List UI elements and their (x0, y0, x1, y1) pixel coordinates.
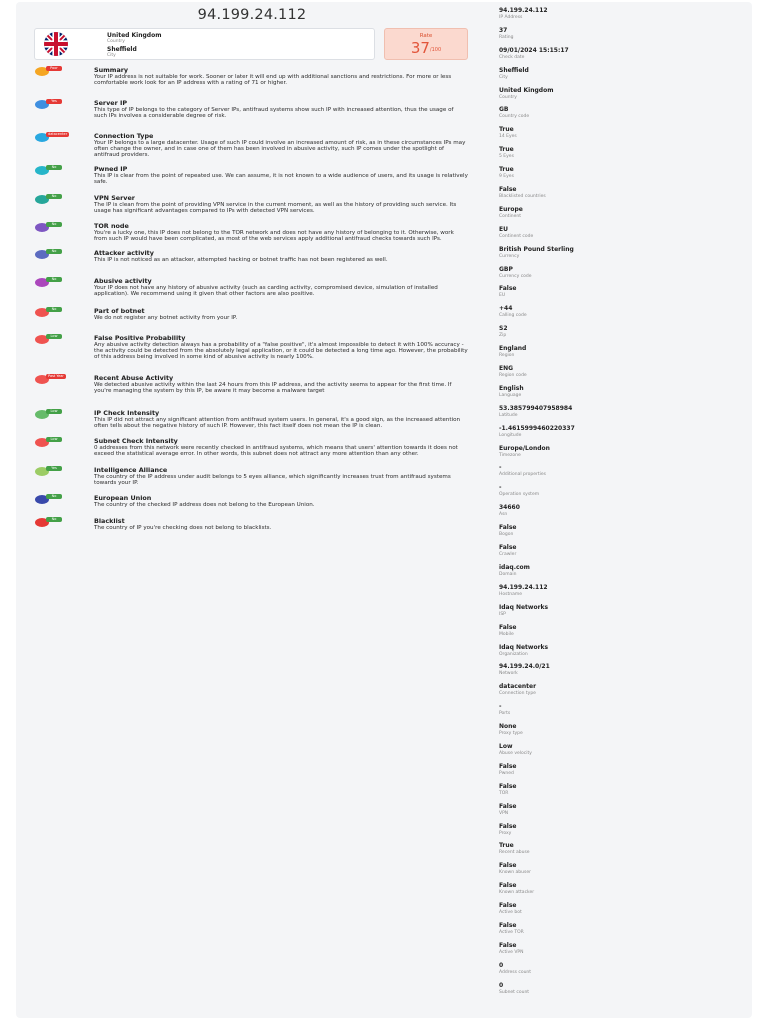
property-row (499, 266, 749, 286)
property-value: - (499, 464, 502, 472)
property-label: Country (499, 94, 517, 100)
check-item (32, 66, 468, 99)
check-description: Your IP does not have any history of abusive activity (such as carding activity, compromised device, simulation of installed application). We recommend using it given that other factors are also positive. (94, 285, 438, 298)
property-row (499, 106, 749, 126)
property-row (499, 624, 749, 644)
property-row (499, 445, 749, 465)
property-row (499, 982, 749, 1002)
check-status-tag: Yes (46, 99, 62, 104)
location-info (107, 33, 161, 61)
property-value: False (499, 186, 517, 194)
property-label: Zip (499, 333, 507, 339)
property-value: - (499, 484, 502, 492)
property-label: Continent code (499, 233, 534, 239)
check-title: Intelligence Alliance (94, 466, 168, 474)
check-title: Attacker activity (94, 249, 154, 257)
property-value: GBP (499, 265, 513, 273)
property-label: Asn (499, 512, 508, 518)
property-label: EU (499, 293, 506, 299)
property-row (499, 126, 749, 146)
city-value: Sheffield (107, 46, 137, 53)
property-row (499, 504, 749, 524)
property-label: Continent (499, 213, 521, 219)
property-label: Recent abuse (499, 850, 530, 856)
check-item (32, 249, 468, 277)
property-row (499, 146, 749, 166)
property-value: Europe/London (499, 444, 550, 452)
property-label: Timezone (499, 452, 521, 458)
property-label: Additional properties (499, 472, 546, 478)
check-title: Abusive activity (94, 277, 152, 285)
check-title: VPN Server (94, 194, 135, 202)
check-description: Any abusive activity detection always has a probability of a "false positive", it's almost impossible to detect it with 100% accuracy - the activity could be detected from the absolutely legal application, or it could be detected a long time ago. However, the probability of this address being involved in some kind of abusive activity is nearly 100%. (94, 342, 468, 361)
property-label: Bogon (499, 532, 514, 538)
check-description: This IP is clear from the point of repeated use. We can assume, it is not known to a wide audience of users, and its usage is relatively safe. (94, 173, 468, 186)
property-label: Language (499, 392, 522, 398)
property-value: Sheffield (499, 66, 529, 74)
property-value: Europe (499, 205, 523, 213)
property-value: False (499, 822, 517, 830)
property-label: Ports (499, 711, 511, 717)
property-label: Region code (499, 373, 527, 379)
property-label: VPN (499, 810, 509, 816)
property-row (499, 723, 749, 743)
property-value: England (499, 345, 527, 353)
check-title: False Positive Probability (94, 334, 186, 342)
property-value: United Kingdom (499, 86, 554, 94)
property-value: +44 (499, 305, 513, 313)
property-value: False (499, 921, 517, 929)
ip-title: 94.199.24.112 (197, 7, 307, 23)
property-row (499, 67, 749, 87)
check-status-tag: Yes (46, 466, 62, 471)
property-row (499, 345, 749, 365)
property-row (499, 564, 749, 584)
property-label: Calling code (499, 313, 527, 319)
property-label: Address count (499, 969, 532, 975)
rate-value (385, 40, 467, 56)
rate-label: Rate (419, 33, 433, 39)
property-value: idaq.com (499, 563, 530, 571)
check-item (32, 165, 468, 194)
rate-max: /100 (429, 47, 442, 53)
property-row (499, 484, 749, 504)
property-label: ISP (499, 611, 506, 617)
property-label: 9 Eyes (499, 174, 514, 180)
check-title: European Union (94, 494, 152, 502)
property-value: False (499, 623, 517, 631)
property-row (499, 246, 749, 266)
property-label: Active TOR (499, 929, 524, 935)
check-description: The IP is clean from the point of providing VPN service in the current moment, as well as the history of providing such service. Its usage has significant advantages compared to IPs with detected VPN services. (94, 202, 457, 215)
check-description: The country of IP you're checking does not belong to blacklists. (94, 525, 272, 531)
check-status-tag: No (46, 222, 62, 227)
property-label: IP Address (499, 15, 523, 20)
property-label: 14 Eyes (499, 134, 517, 140)
property-label: 5 Eyes (499, 154, 514, 160)
check-item (32, 466, 468, 494)
check-description: We do not register any botnet activity from your IP. (94, 315, 238, 321)
property-label: Blacklisted countries (499, 194, 546, 200)
property-row (499, 365, 749, 385)
check-status-tag: No (46, 517, 62, 522)
property-label: Crawler (499, 552, 517, 558)
check-title: Server IP (94, 99, 128, 107)
property-row (499, 862, 749, 882)
property-row (499, 743, 749, 763)
property-row (499, 206, 749, 226)
check-item (32, 437, 468, 466)
property-value: British Pound Sterling (499, 245, 574, 253)
rate-number: 37 (410, 39, 430, 57)
property-value: True (499, 126, 514, 134)
property-row (499, 803, 749, 823)
property-row (499, 305, 749, 325)
check-item (32, 517, 468, 537)
property-value: True (499, 842, 514, 850)
location-card (34, 28, 375, 60)
check-description: 0 addresses from this network were recently checked in antifraud systems, which means that users' attention towards it does not exceed the statistical average error. In other words, this subnet does not attract any more attention than any other. (94, 445, 458, 458)
property-row (499, 285, 749, 305)
property-value: False (499, 544, 517, 552)
property-row (499, 922, 749, 942)
property-value: Idaq Networks (499, 603, 549, 611)
property-value: S2 (499, 325, 508, 333)
check-item (32, 374, 468, 409)
check-status-tag: No (46, 277, 62, 282)
property-row (499, 405, 749, 425)
property-label: Latitude (499, 412, 518, 418)
property-row (499, 902, 749, 922)
property-label: Currency (499, 253, 520, 259)
property-label: Rating (499, 34, 514, 40)
check-item (32, 494, 468, 517)
check-status-tag: No (46, 307, 62, 312)
property-label: Known abuser (499, 870, 531, 876)
check-item (32, 277, 468, 307)
property-row (499, 644, 749, 664)
check-item (32, 222, 468, 249)
check-status-tag: No (46, 249, 62, 254)
property-label: Longitude (499, 432, 522, 438)
property-label: Hostname (499, 591, 523, 597)
property-row (499, 683, 749, 703)
check-status-tag: Past Year (48, 374, 64, 378)
property-row (499, 842, 749, 862)
property-label: Proxy type (499, 731, 523, 737)
check-description: Your IP address is not suitable for work. Sooner or later it will end up with additional sanctions and restrictions. For more or less comfortable work look for an IP address with a rating of 71 or higher. (94, 74, 452, 87)
property-label: Network (499, 671, 518, 677)
property-value: 0 (499, 961, 504, 969)
check-description: Your IP belongs to a large datacenter. Usage of such IP could involve an increased amount of risk, as in these circumstances IPs may often change the owner, and in case one of them has been involved in abusive activity, such IP comes under the spotlight of antifraud providers. (94, 140, 466, 159)
check-status-tag: datacenter (48, 132, 68, 136)
check-item (32, 334, 468, 374)
property-row (499, 763, 749, 783)
check-title: Pwned IP (94, 165, 128, 173)
property-row (499, 703, 749, 723)
property-row (499, 385, 749, 405)
property-value: 09/01/2024 15:15:17 (499, 46, 569, 54)
check-status-tag: No (46, 494, 62, 499)
property-row (499, 783, 749, 803)
check-status-tag: Poor (46, 66, 62, 71)
property-value: False (499, 902, 517, 910)
property-label: Country code (499, 114, 530, 120)
property-row (499, 584, 749, 604)
property-value: 34660 (499, 504, 520, 512)
check-title: Summary (94, 66, 129, 74)
property-value: 37 (499, 26, 508, 34)
property-value: 94.199.24.0/21 (499, 663, 550, 671)
rate-card (384, 28, 468, 60)
property-label: Known attacker (499, 890, 535, 896)
property-row (499, 325, 749, 345)
check-description: This IP did not attract any significant attention from antifraud system users. In general, it's a good sign, as the increased attention often tells about the negative history of such IP. However, this fact itself does not mean the IP is clean. (94, 417, 461, 430)
property-row (499, 186, 749, 206)
property-row (499, 425, 749, 445)
uk-flag-icon (44, 32, 68, 56)
property-label: Region (499, 353, 515, 359)
property-value: Low (499, 742, 513, 750)
property-value: False (499, 802, 517, 810)
property-row (499, 962, 749, 982)
property-value: EU (499, 225, 508, 233)
property-label: City (499, 74, 508, 80)
property-label: Abuse velocity (499, 750, 532, 756)
property-label: Domain (499, 571, 517, 577)
property-value: False (499, 862, 517, 870)
property-value: -1.4615999460220337 (499, 424, 575, 432)
check-item (32, 307, 468, 334)
property-row (499, 882, 749, 902)
property-row (499, 524, 749, 544)
check-title: Part of botnet (94, 307, 145, 315)
city-label: City (107, 53, 116, 58)
check-status-tag: No (46, 165, 62, 170)
check-title: Connection Type (94, 132, 154, 140)
check-title: Recent Abuse Activity (94, 374, 174, 382)
property-row (499, 7, 749, 27)
property-row (499, 47, 749, 67)
property-value: None (499, 723, 517, 731)
country-value: United Kingdom (107, 32, 162, 39)
check-description: We detected abusive activity within the last 24 hours from this IP address, and the activity seems to appear for the first time. If you're managing the system by this IP, be aware it may become a malware target (94, 382, 452, 395)
property-label: Proxy (499, 830, 512, 836)
check-item (32, 99, 468, 132)
property-row (499, 226, 749, 246)
check-list (32, 66, 468, 537)
property-label: Subnet count (499, 989, 530, 995)
property-label: Organization (499, 651, 528, 657)
property-row (499, 464, 749, 484)
property-value: GB (499, 106, 509, 114)
property-value: False (499, 782, 517, 790)
property-label: Currency code (499, 273, 532, 279)
check-description: This type of IP belongs to the category of Server IPs, antifraud systems show such IP with increased attention, thus the usage of such IPs involves a considerable degree of risk. (94, 107, 454, 120)
property-value: False (499, 882, 517, 890)
property-label: TOR (499, 790, 509, 796)
check-title: Blacklist (94, 517, 125, 525)
property-label: Pwned (499, 770, 514, 776)
property-row (499, 604, 749, 624)
property-label: Check date (499, 54, 525, 60)
check-status-tag: No (46, 194, 62, 199)
property-value: datacenter (499, 683, 537, 691)
property-value: Idaq Networks (499, 643, 549, 651)
property-label: Active VPN (499, 949, 524, 955)
property-row (499, 663, 749, 683)
property-label: Operation system (499, 492, 540, 498)
check-title: Subnet Check Intensity (94, 437, 178, 445)
check-item (32, 409, 468, 437)
property-row (499, 823, 749, 843)
property-value: ENG (499, 365, 514, 373)
property-label: Active bot (499, 910, 522, 916)
check-item (32, 132, 468, 165)
property-value: English (499, 384, 524, 392)
check-status-tag: Low (46, 437, 62, 442)
check-title: TOR node (94, 222, 129, 230)
property-value: False (499, 941, 517, 949)
property-value: False (499, 762, 517, 770)
property-label: Connection type (499, 691, 536, 697)
property-value: False (499, 524, 517, 532)
check-description: The country of the IP address under audit belongs to 5 eyes alliance, which significantly increases trust from antifraud systems towards your IP. (94, 474, 451, 487)
property-value: False (499, 285, 517, 293)
country-label: Country (107, 39, 125, 44)
property-value: 94.199.24.112 (499, 583, 548, 591)
property-row (499, 27, 749, 47)
property-row (499, 544, 749, 564)
check-description: You're a lucky one, this IP does not belong to the TOR network and does not have any history of belonging to it. Otherwise, work from such IP would have been complicated, as most of the web services apply additional antifraud checks towards such IPs. (94, 230, 454, 243)
check-status-tag: Low (46, 409, 62, 414)
check-description: The country of the checked IP address does not belong to the European Union. (94, 502, 315, 508)
check-item (32, 194, 468, 222)
check-title: IP Check Intensity (94, 409, 160, 417)
property-value: 53.385799407958984 (499, 404, 573, 412)
properties-list (499, 7, 749, 1002)
property-row (499, 942, 749, 962)
property-value: 0 (499, 981, 504, 989)
property-value: 94.199.24.112 (499, 7, 548, 14)
property-row (499, 166, 749, 186)
property-value: True (499, 166, 514, 174)
property-row (499, 87, 749, 107)
property-value: True (499, 146, 514, 154)
check-status-tag: Low (46, 334, 62, 339)
property-label: Mobile (499, 631, 514, 637)
property-value: - (499, 703, 502, 711)
check-description: This IP is not noticed as an attacker, attempted hacking or botnet traffic has not been registered as well. (94, 257, 388, 263)
